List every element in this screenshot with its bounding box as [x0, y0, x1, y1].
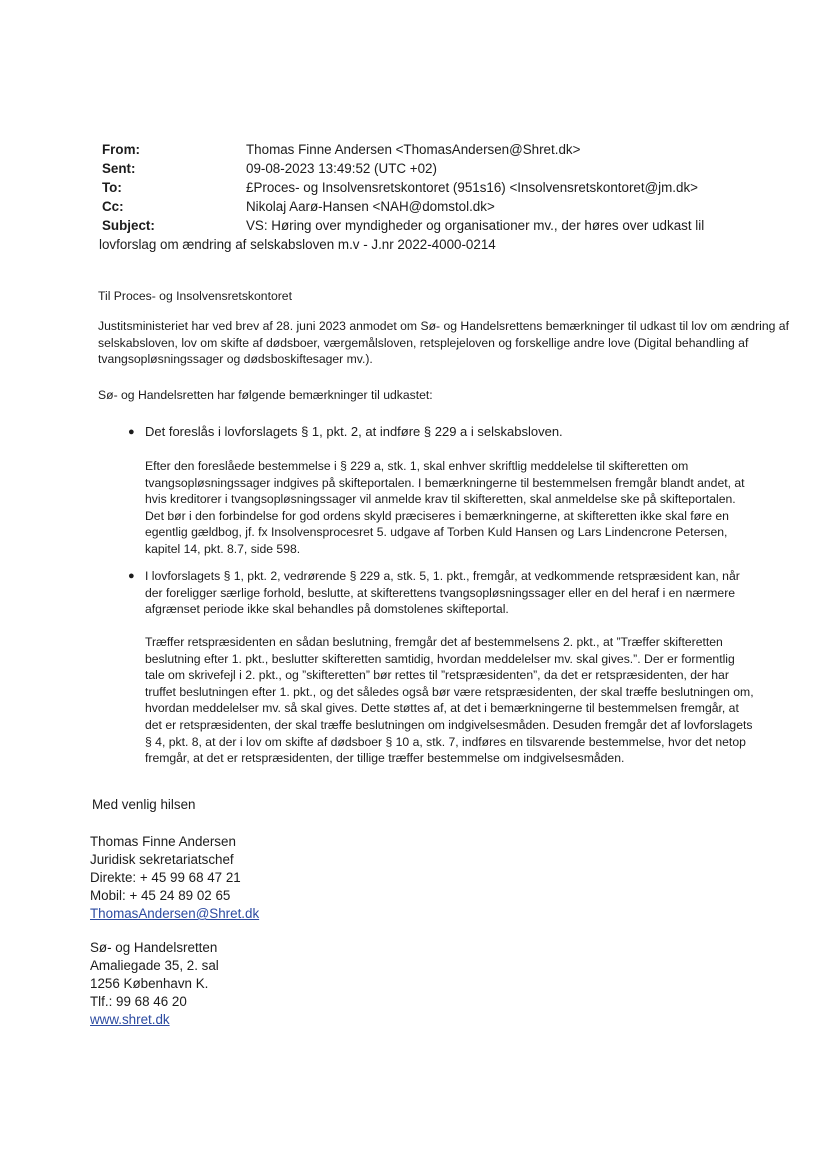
organization-city: 1256 København K.: [90, 976, 209, 991]
header-subject-row: [102, 216, 742, 235]
header-cc-row: [102, 197, 742, 216]
signature-title: Juridisk sekretariatschef: [90, 852, 234, 867]
bullet-1-body: Efter den foreslåede bestemmelse i § 229 a, stk. 1, skal enhver skriftlig meddelelse til skifteretten om tvangsopløsningssager indgives på skifteportalen. I bemærkningerne til bestemmelsen fremgår blandt andet, at hvis kreditorer i tvangsopløsningssager vil anmelde krav til skifteretten, skal anmeldelse ske på skifteportalen. Det bør i den forbindelse for god ordens skyld præciseres i bemærkningerne, at skifteretten ikke skal føre en egentlig gældbog, jf. fx Insolvensprocesret 5. udgave af Torben Kuld Hansen og Lars Lindencrone Petersen, kapitel 14, pkt. 8.7, side 598.: [145, 459, 745, 556]
bullet-dot-icon: ●: [128, 426, 135, 438]
organization-website-link[interactable]: www.shret.dk: [90, 1012, 170, 1027]
to-label: To:: [102, 180, 122, 195]
bullet-2-heading: I lovforslagets § 1, pkt. 2, vedrørende § 229 a, stk. 5, 1. pkt., fremgår, at vedkommende retspræsident kan, når der foreligger særlige forhold, beslutte, at skifterettens tvangsopløsningssager eller en del heraf i en nærmere afgrænset periode ikke skal behandles på domstolenes skifteportal.: [145, 569, 740, 617]
header-to-row: [102, 178, 742, 197]
from-value: Thomas Finne Andersen <ThomasAndersen@Shret.dk>: [246, 142, 581, 157]
organization-phone: Tlf.: 99 68 46 20: [90, 994, 187, 1009]
signature-direct-phone: Direkte: + 45 99 68 47 21: [90, 870, 241, 885]
from-label: From:: [102, 142, 140, 157]
bullet-item-1: [128, 424, 748, 441]
bullet-2-body: Træffer retspræsidenten en sådan beslutning, fremgår det af bestemmelsens 2. pkt., at ”Træffer skifteretten beslutning efter 1. pkt., beslutter skifteretten samtidig, hvordan meddelelser mv. skal gives.”. Der er formentlig tale om skrivefejl i 2. pkt., og ”skifteretten” bør rettes til ”retspræsidenten”, da det er retspræsidenten, der har truffet beslutningen efter 1. pkt., og det således også bør være retspræsidenten, der skal træffe beslutningen om, hvordan meddelelser mv. så skal gives. Dette støttes af, at det i bemærkningerne til bestemmelsen fremgår, at det er retspræsidenten, der skal træffe beslutningen om indgivelsesmåden. Desuden fremgår det af lovforslagets § 4, pkt. 8, at der i lov om skifte af dødsboer § 10 a, stk. 7, indføres en tilsvarende bestemmelse, hvor det netop fremgår, at det er retspræsidenten, der tillige træffer bestemmelse om indgivelsesmåden.: [145, 635, 754, 766]
email-header: [99, 140, 742, 254]
organization-name: Sø- og Handelsretten: [90, 940, 218, 955]
signature-mobile: Mobil: + 45 24 89 02 65: [90, 888, 231, 903]
bullet-1-heading: Det foreslås i lovforslagets § 1, pkt. 2, at indføre § 229 a i selskabsloven.: [145, 424, 563, 439]
subject-value-line2: lovforslag om ændring af selskabsloven m.v - J.nr 2022-4000-0214: [99, 237, 496, 252]
header-from-row: [102, 140, 742, 159]
signature-email-link[interactable]: ThomasAndersen@Shret.dk: [90, 906, 260, 921]
signature-name: Thomas Finne Andersen: [90, 834, 236, 849]
intro-paragraph: Justitsministeriet har ved brev af 28. juni 2023 anmodet om Sø- og Handelsrettens bemærkninger til udkast til lov om ændring af selskabsloven, lov om skifte af dødsboer, værgemålsloven, retsplejeloven og forskellige andre love (Digital behandling af tvangsopløsningssager og dødsboskiftesager mv.).: [98, 319, 789, 366]
bullet-item-2: [128, 568, 748, 618]
cc-label: Cc:: [102, 199, 124, 214]
header-sent-row: [102, 159, 742, 178]
cc-value: Nikolaj Aarø-Hansen <NAH@domstol.dk>: [246, 199, 495, 214]
sent-value: 09-08-2023 13:49:52 (UTC +02): [246, 161, 437, 176]
bullet-dot-icon: ●: [128, 570, 135, 582]
greeting: Til Proces- og Insolvensretskontoret: [98, 289, 292, 303]
remarks-intro: Sø- og Handelsretten har følgende bemærkninger til udkastet:: [98, 388, 433, 402]
subject-value-line1: VS: Høring over myndigheder og organisationer mv., der høres over udkast lil: [246, 218, 705, 233]
organization-street: Amaliegade 35, 2. sal: [90, 958, 219, 973]
subject-label: Subject:: [102, 218, 155, 233]
closing: Med venlig hilsen: [92, 797, 196, 812]
organization-block: [90, 939, 219, 1029]
signature-block: [90, 833, 259, 923]
to-value: £Proces- og Insolvensretskontoret (951s16) <Insolvensretskontoret@jm.dk>: [246, 180, 698, 195]
sent-label: Sent:: [102, 161, 136, 176]
